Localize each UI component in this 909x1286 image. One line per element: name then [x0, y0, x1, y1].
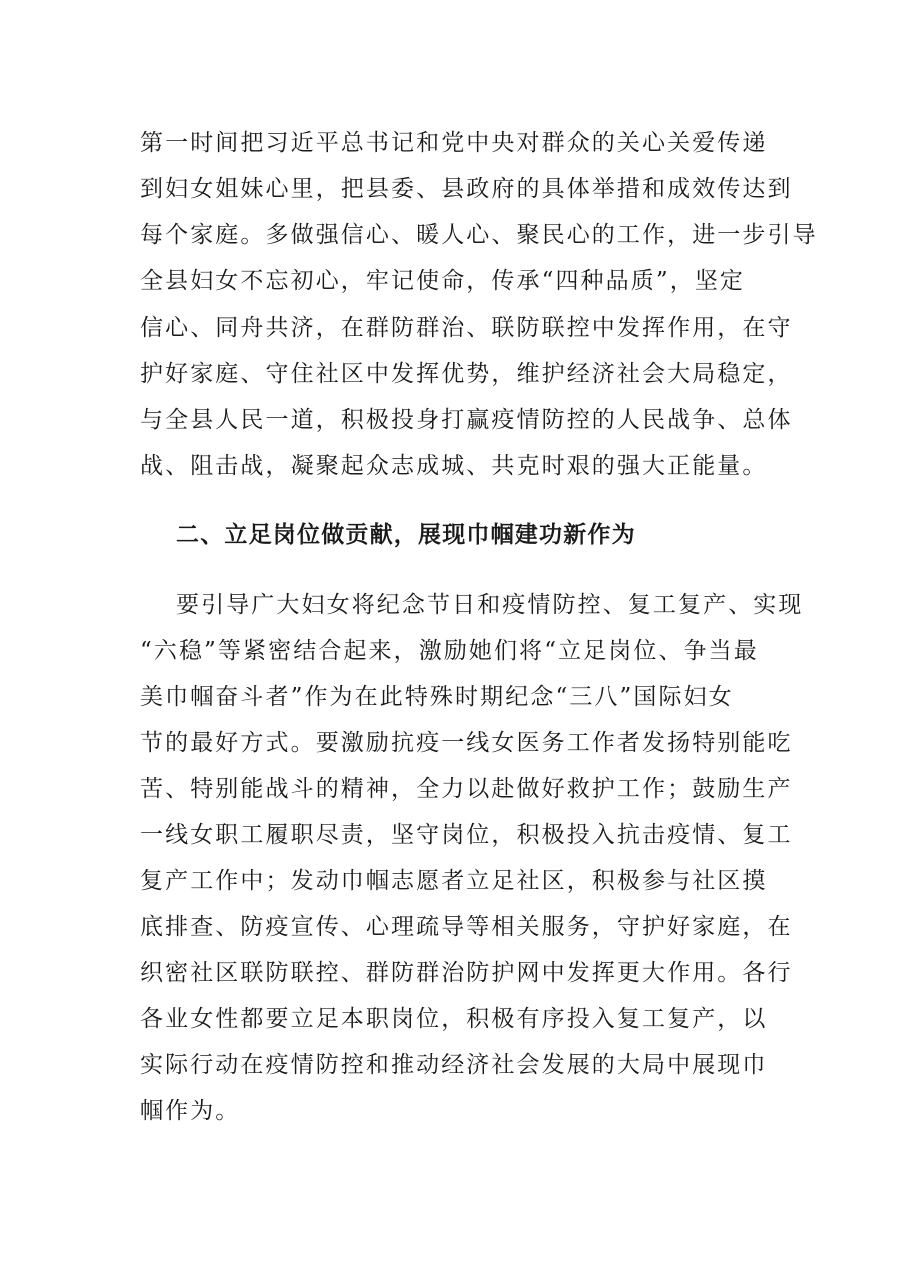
paragraph-line: 到妇女姐妹心里，把县委、县政府的具体举措和成效传达到 — [140, 176, 793, 202]
paragraph-line: 第一时间把习近平总书记和党中央对群众的关心关爱传递 — [140, 130, 768, 156]
paragraph-line: 实际行动在疫情防控和推动经济社会发展的大局中展现巾 — [140, 1052, 768, 1078]
paragraph-line: 织密社区联防联控、群防群治防护网中发挥更大作用。各行 — [140, 960, 793, 986]
paragraph-line: “六稳”等紧密结合起来，激励她们将“立足岗位、争当最 — [140, 638, 759, 664]
paragraph-line: 复产工作中；发动巾帼志愿者立足社区，积极参与社区摸 — [140, 868, 768, 894]
paragraph-line: 信心、同舟共济，在群防群治、联防联控中发挥作用，在守 — [140, 315, 793, 341]
paragraph-line: 与全县人民一道，积极投身打赢疫情防控的人民战争、总体 — [140, 407, 793, 433]
paragraph-line: 护好家庭、守住社区中发挥优势，维护经济社会大局稳定， — [140, 361, 793, 387]
paragraph-line: 每个家庭。多做强信心、暖人心、聚民心的工作，进一步引导 — [140, 222, 818, 248]
paragraph-line: 战、阻击战，凝聚起众志成城、共克时艰的强大正能量。 — [140, 453, 768, 479]
paragraph-line: 美巾帼奋斗者”作为在此特殊时期纪念“三八”国际妇女 — [140, 684, 734, 710]
paragraph-line: 各业女性都要立足本职岗位，积极有序投入复工复产，以 — [140, 1006, 768, 1032]
paragraph-line: 要引导广大妇女将纪念节日和疫情防控、复工复产、实现 — [176, 592, 804, 618]
paragraph-line: 帼作为。 — [140, 1098, 241, 1124]
paragraph-line: 底排查、防疫宣传、心理疏导等相关服务，守护好家庭，在 — [140, 914, 793, 940]
paragraph-line: 节的最好方式。要激励抗疫一线女医务工作者发扬特别能吃 — [140, 730, 793, 756]
paragraph-line: 苦、特别能战斗的精神，全力以赴做好救护工作；鼓励生产 — [140, 776, 793, 802]
paragraph-line: 一线女职工履职尽责，坚守岗位，积极投入抗击疫情、复工 — [140, 822, 793, 848]
paragraph-line: 全县妇女不忘初心，牢记使命，传承“四种品质”，坚定 — [140, 268, 746, 294]
section-heading: 二、立足岗位做贡献，展现巾帼建功新作为 — [176, 522, 636, 548]
